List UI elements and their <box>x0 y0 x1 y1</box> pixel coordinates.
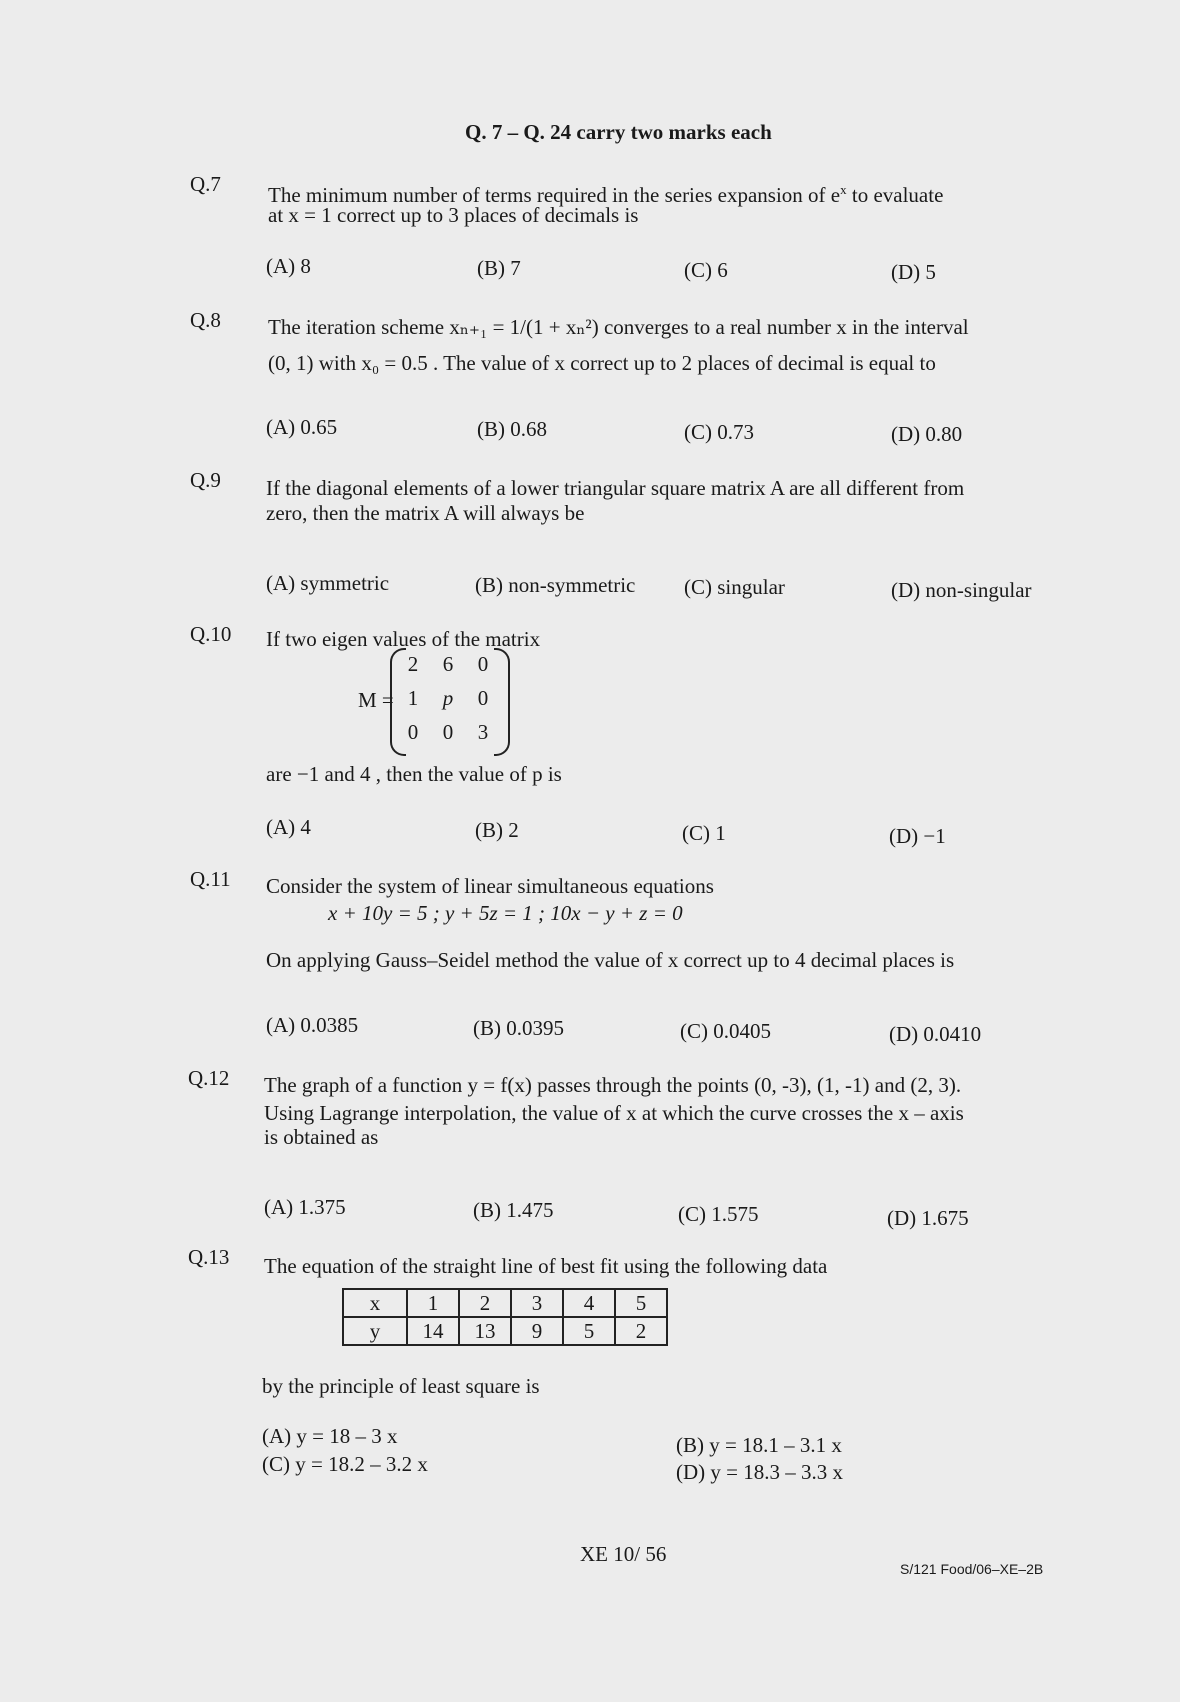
q7-text-line2: at x = 1 correct up to 3 places of decimals is <box>268 203 639 227</box>
q7-text-line1: The minimum number of terms required in the series expansion of $e^x$ to evaluate <box>268 182 944 207</box>
q13-option-c[interactable]: (C) y = 18.2 – 3.2 x <box>262 1452 428 1476</box>
q8-text-line1: The iteration scheme xₙ₊₁ = 1/(1 + xₙ²) converges to a real number x in the interval <box>268 315 969 339</box>
q12-text-line2: Using Lagrange interpolation, the value of x at which the curve crosses the x – axis <box>264 1101 964 1125</box>
q10-option-c[interactable]: (C) 1 <box>682 821 726 845</box>
matrix-cell: 0 <box>477 652 489 676</box>
q13-data-table <box>342 1288 668 1346</box>
q9-number: Q.9 <box>190 468 221 492</box>
matrix-cell: 1 <box>407 686 419 710</box>
matrix-cell: 3 <box>477 720 489 744</box>
q13-text-line2: by the principle of least square is <box>262 1374 540 1398</box>
table-cell: 3 <box>511 1289 563 1317</box>
table-cell: 14 <box>407 1317 459 1345</box>
q9-option-b[interactable]: (B) non-symmetric <box>475 573 636 597</box>
q11-number: Q.11 <box>190 867 231 891</box>
matrix-cell: p <box>442 686 454 710</box>
table-cell: 5 <box>563 1317 615 1345</box>
q11-equations: x + 10y = 5 ; y + 5z = 1 ; 10x − y + z = 0 <box>328 901 683 925</box>
q8-option-c[interactable]: (C) 0.73 <box>684 420 754 444</box>
q12-text-line3: is obtained as <box>264 1125 379 1149</box>
q11-option-d[interactable]: (D) 0.0410 <box>889 1022 982 1046</box>
matrix-cell: 0 <box>477 686 489 710</box>
q10-option-a[interactable]: (A) 4 <box>266 815 311 839</box>
page-number: XE 10/ 56 <box>580 1542 667 1566</box>
q10-matrix <box>390 648 510 752</box>
q11-text-line1: Consider the system of linear simultaneous equations <box>266 874 714 898</box>
q11-text-line2: On applying Gauss–Seidel method the value of x correct up to 4 decimal places is <box>266 948 955 972</box>
matrix-cell: 6 <box>442 652 454 676</box>
paper-code: S/121 Food/06–XE–2B <box>900 1561 1044 1577</box>
q8-option-a[interactable]: (A) 0.65 <box>266 415 338 439</box>
q12-text-line1: The graph of a function y = f(x) passes through the points (0, -3), (1, -1) and (2, 3). <box>264 1073 962 1097</box>
q11-option-a[interactable]: (A) 0.0385 <box>266 1013 359 1037</box>
q9-text-line1: If the diagonal elements of a lower triangular square matrix A are all different from <box>266 476 965 500</box>
q12-number: Q.12 <box>188 1066 230 1090</box>
table-cell: 2 <box>459 1289 511 1317</box>
q7-option-c[interactable]: (C) 6 <box>684 258 728 282</box>
table-cell: 1 <box>407 1289 459 1317</box>
q11-option-b[interactable]: (B) 0.0395 <box>473 1016 564 1040</box>
q9-option-d[interactable]: (D) non-singular <box>891 578 1032 602</box>
q10-number: Q.10 <box>190 622 232 646</box>
q8-number: Q.8 <box>190 308 221 332</box>
matrix-cell: 0 <box>407 720 419 744</box>
q9-option-a[interactable]: (A) symmetric <box>266 571 390 595</box>
q7-number: Q.7 <box>190 172 221 196</box>
q7-option-b[interactable]: (B) 7 <box>477 256 521 280</box>
table-cell: 2 <box>615 1317 667 1345</box>
table-header-cell: x <box>343 1289 407 1317</box>
q9-option-c[interactable]: (C) singular <box>684 575 785 599</box>
table-cell: 9 <box>511 1317 563 1345</box>
section-heading: Q. 7 – Q. 24 carry two marks each <box>465 120 772 144</box>
q12-option-b[interactable]: (B) 1.475 <box>473 1198 554 1222</box>
matrix-cell: 0 <box>442 720 454 744</box>
q10-text-line1: If two eigen values of the matrix <box>266 627 541 651</box>
table-cell: 13 <box>459 1317 511 1345</box>
q11-option-c[interactable]: (C) 0.0405 <box>680 1019 771 1043</box>
q8-option-b[interactable]: (B) 0.68 <box>477 417 547 441</box>
q13-option-d[interactable]: (D) y = 18.3 – 3.3 x <box>676 1460 843 1484</box>
q7-option-a[interactable]: (A) 8 <box>266 254 311 278</box>
matrix-cell: 2 <box>407 652 419 676</box>
q10-text-line2: are −1 and 4 , then the value of p is <box>266 762 562 786</box>
q7-option-d[interactable]: (D) 5 <box>891 260 936 284</box>
table-cell: 5 <box>615 1289 667 1317</box>
q13-option-a[interactable]: (A) y = 18 – 3 x <box>262 1424 398 1448</box>
q10-option-b[interactable]: (B) 2 <box>475 818 519 842</box>
q8-text-line2: (0, 1) with x₀ = 0.5 . The value of x correct up to 2 places of decimal is equal to <box>268 351 936 375</box>
q13-number: Q.13 <box>188 1245 230 1269</box>
q10-matrix-label: M = <box>358 688 394 712</box>
matrix-right-paren <box>494 648 510 756</box>
table-row <box>343 1317 667 1345</box>
q9-text-line2: zero, then the matrix A will always be <box>266 501 585 525</box>
q8-option-d[interactable]: (D) 0.80 <box>891 422 963 446</box>
q12-option-a[interactable]: (A) 1.375 <box>264 1195 346 1219</box>
q13-text-line1: The equation of the straight line of best fit using the following data <box>264 1254 828 1278</box>
q12-option-d[interactable]: (D) 1.675 <box>887 1206 969 1230</box>
q10-option-d[interactable]: (D) −1 <box>889 824 946 848</box>
table-row <box>343 1289 667 1317</box>
table-header-cell: y <box>343 1317 407 1345</box>
q12-option-c[interactable]: (C) 1.575 <box>678 1202 759 1226</box>
table-cell: 4 <box>563 1289 615 1317</box>
q13-option-b[interactable]: (B) y = 18.1 – 3.1 x <box>676 1433 842 1457</box>
